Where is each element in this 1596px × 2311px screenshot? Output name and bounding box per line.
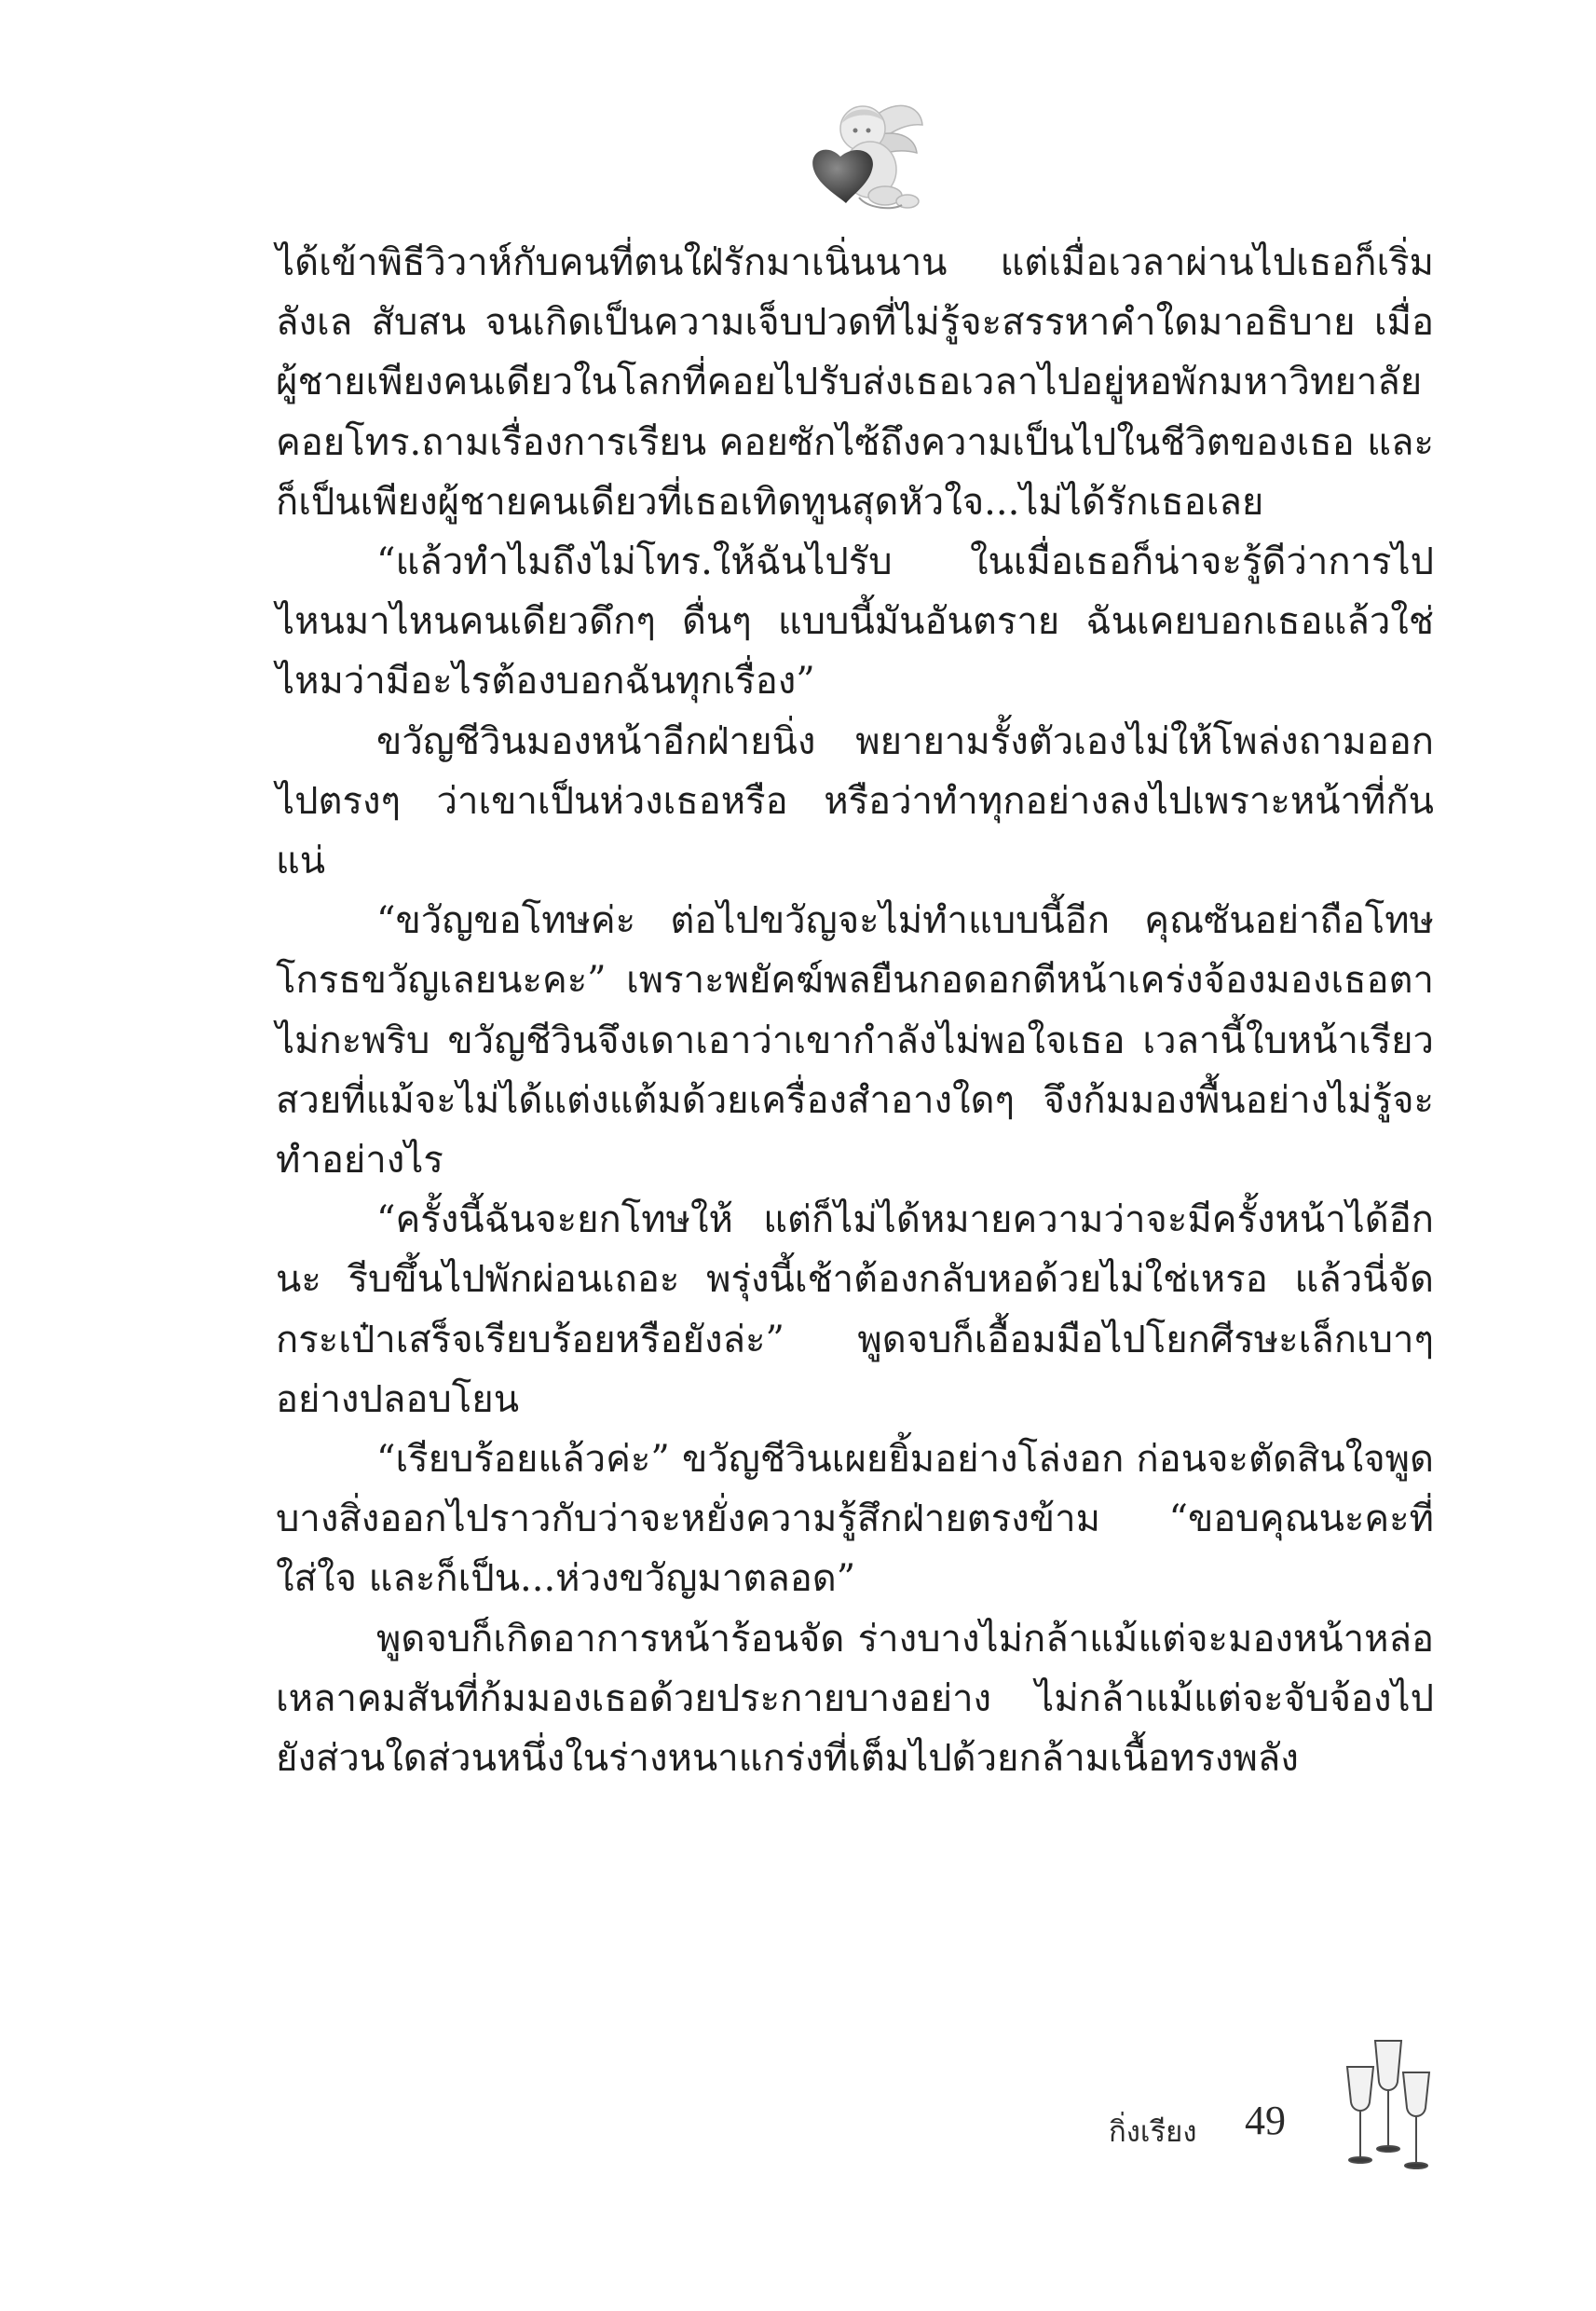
paragraph: “แล้วทำไมถึงไม่โทร.ให้ฉันไปรับ ในเมื่อเธอก็น่าจะรู้ดีว่าการไปไหนมาไหนคนเดียวดึกๆ ดื่นๆ แบบนี้มันอันตราย ฉันเคยบอกเธอแล้วใช่ไหมว่ามีอะไรต้องบอกฉันทุกเรื่อง” xyxy=(276,540,1434,704)
cupid-icon xyxy=(803,97,926,212)
book-title: กิ่งเรียง xyxy=(1109,2115,1197,2149)
paragraph: “เรียบร้อยแล้วค่ะ” ขวัญชีวินเผยยิ้มอย่างโล่งอก ก่อนจะตัดสินใจพูดบางสิ่งออกไปราวกับว่าจะหยั่งความรู้สึกฝ่ายตรงข้าม “ขอบคุณนะคะที่ใส่ใจ และก็เป็น...ห่วงขวัญมาตลอด” xyxy=(276,1438,1434,1601)
wine-glasses-icon xyxy=(1342,2035,1435,2175)
paragraph: “ครั้งนี้ฉันจะยกโทษให้ แต่ก็ไม่ได้หมายความว่าจะมีครั้งหน้าได้อีกนะ รีบขึ้นไปพักผ่อนเถอะ พรุ่งนี้เช้าต้องกลับหอด้วยไม่ใช่เหรอ แล้วนี่จัดกระเป๋าเสร็จเรียบร้อยหรือยังล่ะ” พูดจบก็เอื้อมมือไปโยกศีรษะเล็กเบาๆ อย่างปลอบโยน xyxy=(276,1198,1434,1421)
page-number: 49 xyxy=(1245,2098,1286,2143)
paragraph: พูดจบก็เกิดอาการหน้าร้อนจัด ร่างบางไม่กล้าแม้แต่จะมองหน้าหล่อเหลาคมสันที่ก้มมองเธอด้วยประกายบางอย่าง ไม่กล้าแม้แต่จะจับจ้องไปยังส่วนใดส่วนหนึ่งในร่างหนาแกร่งที่เต็มไปด้วยกล้ามเนื้อทรงพลัง xyxy=(276,1617,1434,1781)
paragraph: “ขวัญขอโทษค่ะ ต่อไปขวัญจะไม่ทำแบบนี้อีก คุณซันอย่าถือโทษโกรธขวัญเลยนะคะ” เพราะพยัคฆ์พลยืนกอดอกตีหน้าเคร่งจ้องมองเธอตาไม่กะพริบ ขวัญชีวินจึงเดาเอาว่าเขากำลังไม่พอใจเธอ เวลานี้ใบหน้าเรียวสวยที่แม้จะไม่ได้แต่งแต้มด้วยเครื่องสำอางใดๆ จึงก้มมองพื้นอย่างไม่รู้จะทำอย่างไร xyxy=(276,899,1434,1183)
paragraph: ขวัญชีวินมองหน้าอีกฝ่ายนิ่ง พยายามรั้งตัวเองไม่ให้โพล่งถามออกไปตรงๆ ว่าเขาเป็นห่วงเธอหรือ หรือว่าทำทุกอย่างลงไปเพราะหน้าที่กันแน่ xyxy=(276,719,1434,883)
paragraph: ได้เข้าพิธีวิวาห์กับคนที่ตนใฝ่รักมาเนิ่นนาน แต่เมื่อเวลาผ่านไปเธอก็เริ่มลังเล สับสน จนเกิดเป็นความเจ็บปวดที่ไม่รู้จะสรรหาคำใดมาอธิบาย เมื่อผู้ชายเพียงคนเดียวในโลกที่คอยไปรับส่งเธอเวลาไปอยู่หอพักมหาวิทยาลัย คอยโทร.ถามเรื่องการเรียน คอยซักไซ้ถึงความเป็นไปในชีวิตของเธอ และก็เป็นเพียงผู้ชายคนเดียวที่เธอเทิดทูนสุดหัวใจ...ไม่ได้รักเธอเลย xyxy=(276,241,1434,524)
story-text xyxy=(276,233,1434,1788)
